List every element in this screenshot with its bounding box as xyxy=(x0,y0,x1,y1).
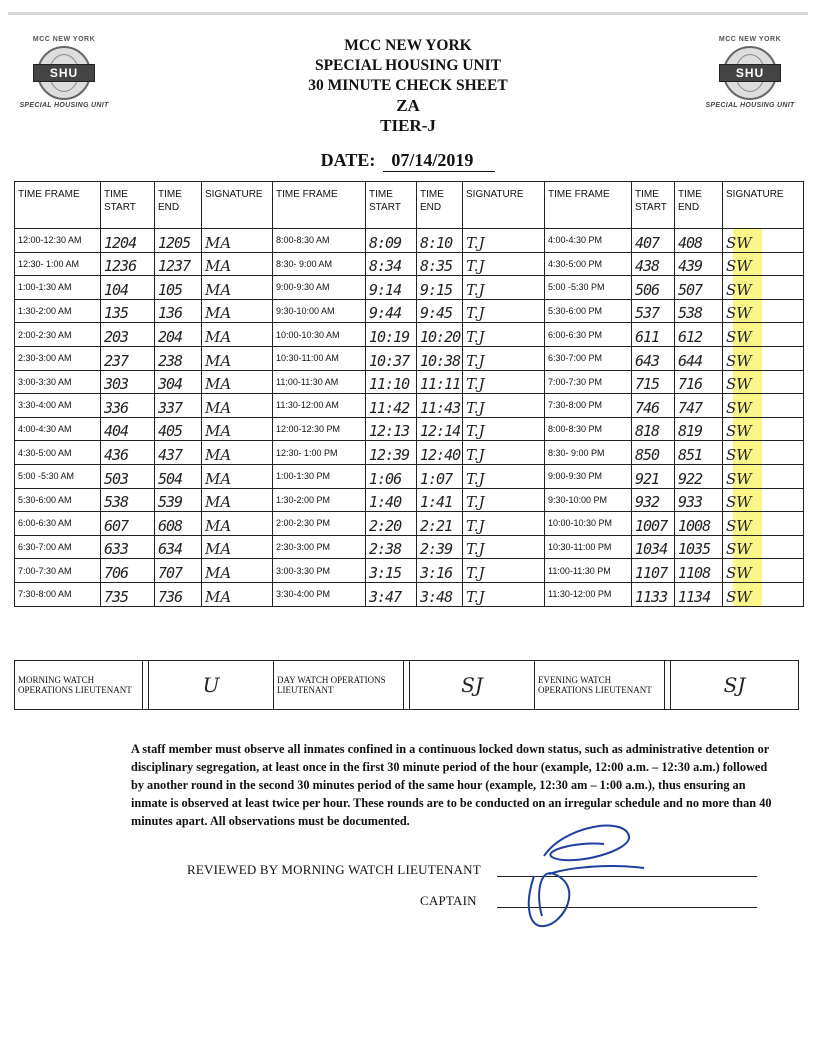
time-end-cell: 136 xyxy=(155,299,202,323)
time-frame-cell: 6:00-6:30 PM xyxy=(545,323,632,347)
signature-cell: MA xyxy=(202,394,273,418)
time-start-cell: 2:38 xyxy=(366,535,417,559)
seal-text: SHU xyxy=(735,66,765,80)
time-end-cell: 538 xyxy=(675,299,723,323)
time-start-cell: 12:13 xyxy=(366,417,417,441)
time-start-cell: 237 xyxy=(101,346,155,370)
time-end-cell: 11:11 xyxy=(417,370,463,394)
time-start-cell: 1236 xyxy=(101,252,155,276)
time-start-cell: 8:34 xyxy=(366,252,417,276)
signature-cell: MA xyxy=(202,582,273,606)
signature-cell: SW xyxy=(723,417,804,441)
time-start-cell: 336 xyxy=(101,394,155,418)
scan-top-border xyxy=(8,12,808,15)
column-header: TIME START xyxy=(366,182,417,229)
shu-seal-icon xyxy=(723,46,777,100)
time-start-cell: 3:15 xyxy=(366,559,417,583)
time-end-cell: 933 xyxy=(675,488,723,512)
heading-line-2: SPECIAL HOUSING UNIT xyxy=(314,57,502,74)
time-frame-cell: 9:00-9:30 PM xyxy=(545,464,632,488)
logo-top-text: MCC NEW YORK xyxy=(718,36,782,43)
signature-cell: T.J xyxy=(463,252,545,276)
signature-cell: MA xyxy=(202,276,273,300)
time-end-cell: 1237 xyxy=(155,252,202,276)
logo-top-text: MCC NEW YORK xyxy=(32,36,96,43)
time-start-cell: 438 xyxy=(632,252,675,276)
time-start-cell: 10:37 xyxy=(366,346,417,370)
signature-cell: MA xyxy=(202,252,273,276)
signature-cell: T.J xyxy=(463,299,545,323)
time-start-cell: 611 xyxy=(632,323,675,347)
time-end-cell: 9:45 xyxy=(417,299,463,323)
time-frame-cell: 10:00-10:30 AM xyxy=(273,323,366,347)
time-frame-cell: 8:00-8:30 AM xyxy=(273,229,366,253)
time-frame-cell: 7:30-8:00 PM xyxy=(545,394,632,418)
signature-cell: SW xyxy=(723,299,804,323)
time-end-cell: 11:43 xyxy=(417,394,463,418)
time-end-cell: 437 xyxy=(155,441,202,465)
table-row xyxy=(15,370,804,394)
time-end-cell: 238 xyxy=(155,346,202,370)
time-start-cell: 12:39 xyxy=(366,441,417,465)
time-start-cell: 1007 xyxy=(632,512,675,536)
table-row xyxy=(15,276,804,300)
time-frame-cell: 10:30-11:00 PM xyxy=(545,535,632,559)
signature-cell: MA xyxy=(202,535,273,559)
time-start-cell: 407 xyxy=(632,229,675,253)
time-end-cell: 707 xyxy=(155,559,202,583)
time-start-cell: 10:19 xyxy=(366,323,417,347)
handwritten-signature xyxy=(514,816,654,934)
signature-cell: SW xyxy=(723,559,804,583)
table-row xyxy=(15,559,804,583)
time-start-cell: 303 xyxy=(101,370,155,394)
time-frame-cell: 2:00-2:30 AM xyxy=(15,323,101,347)
time-frame-cell: 6:30-7:00 PM xyxy=(545,346,632,370)
time-frame-cell: 10:30-11:00 AM xyxy=(273,346,366,370)
signature-cell: MA xyxy=(202,299,273,323)
seal-text: SHU xyxy=(49,66,79,80)
time-end-cell: 10:20 xyxy=(417,323,463,347)
time-end-cell: 439 xyxy=(675,252,723,276)
time-end-cell: 3:16 xyxy=(417,559,463,583)
time-start-cell: 135 xyxy=(101,299,155,323)
signature-cell: SW xyxy=(723,276,804,300)
signature-cell: SW xyxy=(723,252,804,276)
time-start-cell: 503 xyxy=(101,464,155,488)
time-frame-cell: 1:00-1:30 PM xyxy=(273,464,366,488)
time-end-cell: 1205 xyxy=(155,229,202,253)
document-heading xyxy=(258,36,558,136)
signature-cell: T.J xyxy=(463,323,545,347)
time-frame-cell: 11:00-11:30 PM xyxy=(545,559,632,583)
signature-cell: MA xyxy=(202,512,273,536)
time-frame-cell: 8:30- 9:00 PM xyxy=(545,441,632,465)
signature-cell: T.J xyxy=(463,559,545,583)
date-line xyxy=(0,150,816,172)
time-end-cell: 716 xyxy=(675,370,723,394)
reviewed-by-label: REVIEWED BY MORNING WATCH LIEUTENANT xyxy=(187,862,481,877)
signature-cell: MA xyxy=(202,417,273,441)
time-end-cell: 204 xyxy=(155,323,202,347)
day-watch-label: DAY WATCH OPERATIONS LIEUTENANT xyxy=(274,661,404,710)
time-end-cell: 2:39 xyxy=(417,535,463,559)
signature-cell: T.J xyxy=(463,464,545,488)
signature-cell: T.J xyxy=(463,488,545,512)
time-start-cell: 1133 xyxy=(632,582,675,606)
time-start-cell: 3:47 xyxy=(366,582,417,606)
time-frame-cell: 12:30- 1:00 AM xyxy=(15,252,101,276)
time-end-cell: 2:21 xyxy=(417,512,463,536)
table-header-row xyxy=(15,182,804,229)
table-row xyxy=(15,582,804,606)
signature-cell: SW xyxy=(723,441,804,465)
time-frame-cell: 7:00-7:30 AM xyxy=(15,559,101,583)
time-start-cell: 735 xyxy=(101,582,155,606)
time-frame-cell: 2:30-3:00 PM xyxy=(273,535,366,559)
time-frame-cell: 12:00-12:30 PM xyxy=(273,417,366,441)
signature-cell: T.J xyxy=(463,512,545,536)
time-start-cell: 506 xyxy=(632,276,675,300)
signature-cell: MA xyxy=(202,323,273,347)
time-frame-cell: 6:30-7:00 AM xyxy=(15,535,101,559)
signature-cell: SW xyxy=(723,464,804,488)
morning-watch-label: MORNING WATCH OPERATIONS LIEUTENANT xyxy=(15,661,143,710)
day-watch-initials: SJ xyxy=(410,661,535,710)
time-frame-cell: 7:30-8:00 AM xyxy=(15,582,101,606)
time-end-cell: 747 xyxy=(675,394,723,418)
time-end-cell: 608 xyxy=(155,512,202,536)
shu-logo-left xyxy=(14,36,114,109)
time-frame-cell: 8:00-8:30 PM xyxy=(545,417,632,441)
time-start-cell: 932 xyxy=(632,488,675,512)
time-frame-cell: 3:30-4:00 PM xyxy=(273,582,366,606)
signature-cell: MA xyxy=(202,346,273,370)
table-row xyxy=(15,394,804,418)
time-frame-cell: 2:00-2:30 PM xyxy=(273,512,366,536)
column-header: TIME FRAME xyxy=(273,182,366,229)
evening-watch-label: EVENING WATCH OPERATIONS LIEUTENANT xyxy=(535,661,665,710)
time-end-cell: 851 xyxy=(675,441,723,465)
signature-cell: SW xyxy=(723,582,804,606)
signature-cell: T.J xyxy=(463,394,545,418)
time-frame-cell: 1:30-2:00 AM xyxy=(15,299,101,323)
time-frame-cell: 11:30-12:00 PM xyxy=(545,582,632,606)
time-end-cell: 1:07 xyxy=(417,464,463,488)
time-frame-cell: 9:30-10:00 AM xyxy=(273,299,366,323)
table-row xyxy=(15,441,804,465)
date-label: DATE: xyxy=(320,150,376,170)
time-end-cell: 819 xyxy=(675,417,723,441)
time-frame-cell: 5:30-6:00 PM xyxy=(545,299,632,323)
table-row xyxy=(15,252,804,276)
time-frame-cell: 11:00-11:30 AM xyxy=(273,370,366,394)
signature-cell: SW xyxy=(723,229,804,253)
time-frame-cell: 1:00-1:30 AM xyxy=(15,276,101,300)
check-sheet-table xyxy=(14,181,804,607)
time-end-cell: 634 xyxy=(155,535,202,559)
time-frame-cell: 1:30-2:00 PM xyxy=(273,488,366,512)
signature-cell: SW xyxy=(723,370,804,394)
time-start-cell: 436 xyxy=(101,441,155,465)
time-frame-cell: 8:30- 9:00 AM xyxy=(273,252,366,276)
time-frame-cell: 3:00-3:30 AM xyxy=(15,370,101,394)
time-end-cell: 9:15 xyxy=(417,276,463,300)
time-start-cell: 537 xyxy=(632,299,675,323)
heading-line-4: ZA xyxy=(396,96,420,115)
signature-cell: T.J xyxy=(463,441,545,465)
column-header: TIME END xyxy=(675,182,723,229)
time-end-cell: 3:48 xyxy=(417,582,463,606)
time-end-cell: 612 xyxy=(675,323,723,347)
time-end-cell: 408 xyxy=(675,229,723,253)
signature-cell: SW xyxy=(723,512,804,536)
time-frame-cell: 7:00-7:30 PM xyxy=(545,370,632,394)
time-start-cell: 404 xyxy=(101,417,155,441)
time-frame-cell: 12:30- 1:00 PM xyxy=(273,441,366,465)
signature-cell: SW xyxy=(723,323,804,347)
table-row xyxy=(15,417,804,441)
date-value: 07/14/2019 xyxy=(383,150,495,172)
heading-line-3: 30 MINUTE CHECK SHEET xyxy=(308,77,508,94)
time-frame-cell: 4:00-4:30 PM xyxy=(545,229,632,253)
time-start-cell: 2:20 xyxy=(366,512,417,536)
signature-cell: MA xyxy=(202,229,273,253)
signature-cell: T.J xyxy=(463,535,545,559)
column-header: TIME FRAME xyxy=(15,182,101,229)
time-start-cell: 818 xyxy=(632,417,675,441)
heading-line-1: MCC NEW YORK xyxy=(344,37,472,54)
time-start-cell: 921 xyxy=(632,464,675,488)
time-start-cell: 11:10 xyxy=(366,370,417,394)
signature-cell: MA xyxy=(202,370,273,394)
time-end-cell: 8:10 xyxy=(417,229,463,253)
shu-logo-right xyxy=(700,36,800,109)
heading-line-5: TIER-J xyxy=(380,116,436,135)
signature-cell: T.J xyxy=(463,346,545,370)
morning-watch-initials: U xyxy=(149,661,274,710)
signature-cell: T.J xyxy=(463,417,545,441)
time-end-cell: 8:35 xyxy=(417,252,463,276)
lieutenant-signoff-table xyxy=(14,660,799,710)
time-frame-cell: 3:00-3:30 PM xyxy=(273,559,366,583)
time-end-cell: 507 xyxy=(675,276,723,300)
time-frame-cell: 11:30-12:00 AM xyxy=(273,394,366,418)
signature-cell: MA xyxy=(202,464,273,488)
time-end-cell: 337 xyxy=(155,394,202,418)
table-row xyxy=(15,464,804,488)
evening-watch-initials: SJ xyxy=(671,661,799,710)
signature-cell: SW xyxy=(723,394,804,418)
signature-cell: MA xyxy=(202,441,273,465)
shu-seal-icon xyxy=(37,46,91,100)
table-row xyxy=(15,512,804,536)
time-end-cell: 736 xyxy=(155,582,202,606)
time-start-cell: 715 xyxy=(632,370,675,394)
time-start-cell: 1107 xyxy=(632,559,675,583)
time-end-cell: 1:41 xyxy=(417,488,463,512)
signature-cell: MA xyxy=(202,559,273,583)
logo-bottom-text: SPECIAL HOUSING UNIT xyxy=(19,102,109,109)
time-end-cell: 1008 xyxy=(675,512,723,536)
time-start-cell: 643 xyxy=(632,346,675,370)
signature-cell: T.J xyxy=(463,276,545,300)
table-row xyxy=(15,323,804,347)
signature-cell: T.J xyxy=(463,582,545,606)
time-end-cell: 12:40 xyxy=(417,441,463,465)
time-start-cell: 1:40 xyxy=(366,488,417,512)
table-row xyxy=(15,299,804,323)
time-start-cell: 1204 xyxy=(101,229,155,253)
column-header: TIME START xyxy=(632,182,675,229)
time-end-cell: 105 xyxy=(155,276,202,300)
column-header: SIGNATURE xyxy=(723,182,804,229)
table-row xyxy=(15,535,804,559)
captain-label: CAPTAIN xyxy=(420,893,477,908)
table-row xyxy=(15,488,804,512)
time-start-cell: 538 xyxy=(101,488,155,512)
time-start-cell: 8:09 xyxy=(366,229,417,253)
time-start-cell: 203 xyxy=(101,323,155,347)
time-start-cell: 11:42 xyxy=(366,394,417,418)
time-start-cell: 104 xyxy=(101,276,155,300)
time-frame-cell: 3:30-4:00 AM xyxy=(15,394,101,418)
signature-cell: T.J xyxy=(463,370,545,394)
column-header: TIME END xyxy=(155,182,202,229)
time-start-cell: 633 xyxy=(101,535,155,559)
signature-cell: MA xyxy=(202,488,273,512)
column-header: SIGNATURE xyxy=(202,182,273,229)
time-start-cell: 746 xyxy=(632,394,675,418)
time-frame-cell: 5:00 -5:30 AM xyxy=(15,464,101,488)
time-end-cell: 304 xyxy=(155,370,202,394)
time-end-cell: 1108 xyxy=(675,559,723,583)
logo-bottom-text: SPECIAL HOUSING UNIT xyxy=(705,102,795,109)
signature-cell: T.J xyxy=(463,229,545,253)
time-end-cell: 539 xyxy=(155,488,202,512)
column-header: TIME FRAME xyxy=(545,182,632,229)
time-start-cell: 9:44 xyxy=(366,299,417,323)
time-start-cell: 9:14 xyxy=(366,276,417,300)
table-row xyxy=(15,346,804,370)
time-end-cell: 1035 xyxy=(675,535,723,559)
time-frame-cell: 2:30-3:00 AM xyxy=(15,346,101,370)
column-header: TIME START xyxy=(101,182,155,229)
signature-cell: SW xyxy=(723,535,804,559)
time-frame-cell: 10:00-10:30 PM xyxy=(545,512,632,536)
time-frame-cell: 9:00-9:30 AM xyxy=(273,276,366,300)
time-end-cell: 12:14 xyxy=(417,417,463,441)
policy-notice: A staff member must observe all inmates confined in a continuous locked down status, such as administrative detention or disciplinary segregation, at least once in the first 30 minute period of the hour (example, 12:00 a.m. – 12:30 a.m.) followed by another round in the second 30 minutes period of the same hour (example, 12:30 am – 1:00 a.m.), thus ensuring an inmate is observed at least twice per hour. These rounds are to be conducted on an irregular schedule and no more than 40 minutes apart. All observations must be documented. xyxy=(131,742,772,828)
time-frame-cell: 4:30-5:00 AM xyxy=(15,441,101,465)
table-row xyxy=(15,229,804,253)
time-end-cell: 922 xyxy=(675,464,723,488)
time-end-cell: 504 xyxy=(155,464,202,488)
time-frame-cell: 5:00 -5:30 PM xyxy=(545,276,632,300)
time-start-cell: 850 xyxy=(632,441,675,465)
time-frame-cell: 6:00-6:30 AM xyxy=(15,512,101,536)
time-start-cell: 607 xyxy=(101,512,155,536)
time-frame-cell: 4:00-4:30 AM xyxy=(15,417,101,441)
signature-cell: SW xyxy=(723,346,804,370)
column-header: TIME END xyxy=(417,182,463,229)
time-frame-cell: 5:30-6:00 AM xyxy=(15,488,101,512)
column-header: SIGNATURE xyxy=(463,182,545,229)
time-end-cell: 405 xyxy=(155,417,202,441)
time-end-cell: 10:38 xyxy=(417,346,463,370)
time-frame-cell: 12:00-12:30 AM xyxy=(15,229,101,253)
time-end-cell: 644 xyxy=(675,346,723,370)
time-end-cell: 1134 xyxy=(675,582,723,606)
time-frame-cell: 4:30-5:00 PM xyxy=(545,252,632,276)
time-start-cell: 1:06 xyxy=(366,464,417,488)
time-start-cell: 1034 xyxy=(632,535,675,559)
time-frame-cell: 9:30-10:00 PM xyxy=(545,488,632,512)
time-start-cell: 706 xyxy=(101,559,155,583)
signature-cell: SW xyxy=(723,488,804,512)
